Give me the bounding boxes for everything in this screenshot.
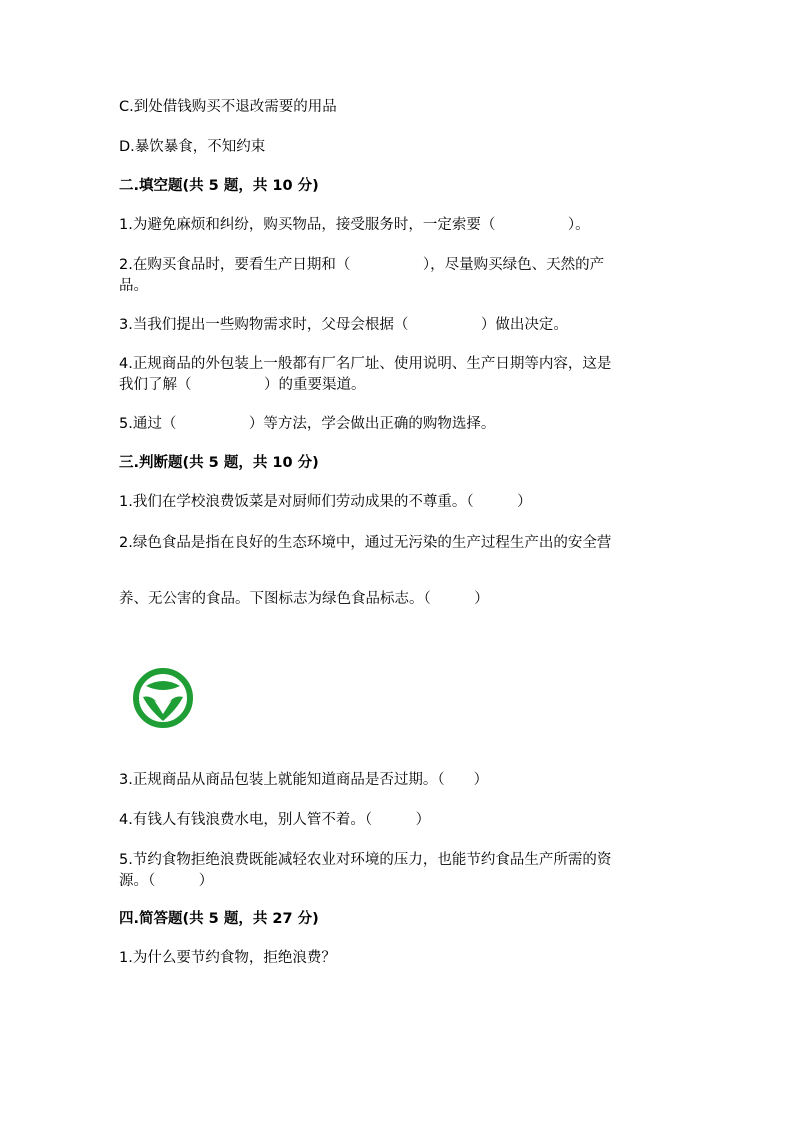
judge-question-2-line-2: 养、无公害的食品。下图标志为绿色食品标志。（ ） bbox=[119, 591, 489, 607]
judge-question-3: 3.正规商品从商品包装上就能知道商品是否过期。（ ） bbox=[119, 772, 489, 788]
fill-question-3: 3.当我们提出一些购物需求时，父母会根据（ ）做出决定。 bbox=[119, 317, 568, 333]
section-heading-judge: 三.判断题(共 5 题，共 10 分) bbox=[119, 455, 319, 471]
judge-question-2-line-1: 2.绿色食品是指在良好的生态环境中，通过无污染的生产过程生产出的安全营 bbox=[119, 535, 612, 551]
section-heading-short: 四.简答题(共 5 题，共 27 分) bbox=[119, 911, 319, 927]
option-c: C.到处借钱购买不退改需要的用品 bbox=[119, 99, 337, 115]
green-food-logo-icon bbox=[132, 664, 194, 730]
fill-question-2-line-2: 品。 bbox=[119, 278, 148, 294]
judge-question-4: 4.有钱人有钱浪费水电，别人管不着。（ ） bbox=[119, 812, 431, 828]
option-d: D.暴饮暴食，不知约束 bbox=[119, 139, 266, 155]
fill-question-4-line-2: 我们了解（ ）的重要渠道。 bbox=[119, 377, 366, 393]
short-question-1: 1.为什么要节约食物，拒绝浪费？ bbox=[119, 950, 336, 966]
judge-question-5-line-2: 源。（ ） bbox=[119, 873, 214, 889]
section-heading-fill: 二.填空题(共 5 题，共 10 分) bbox=[119, 178, 319, 194]
judge-question-5-line-1: 5.节约食物拒绝浪费既能减轻农业对环境的压力，也能节约食品生产所需的资 bbox=[119, 852, 612, 868]
fill-question-2-line-1: 2.在购买食品时，要看生产日期和（ ），尽量购买绿色、天然的产 bbox=[119, 257, 605, 273]
judge-question-1: 1.我们在学校浪费饭菜是对厨师们劳动成果的不尊重。（ ） bbox=[119, 494, 532, 510]
fill-question-5: 5.通过（ ）等方法，学会做出正确的购物选择。 bbox=[119, 416, 496, 432]
fill-question-1: 1.为避免麻烦和纠纷，购买物品，接受服务时，一定索要（ ）。 bbox=[119, 217, 590, 233]
fill-question-4-line-1: 4.正规商品的外包装上一般都有厂名厂址、使用说明、生产日期等内容，这是 bbox=[119, 356, 612, 372]
